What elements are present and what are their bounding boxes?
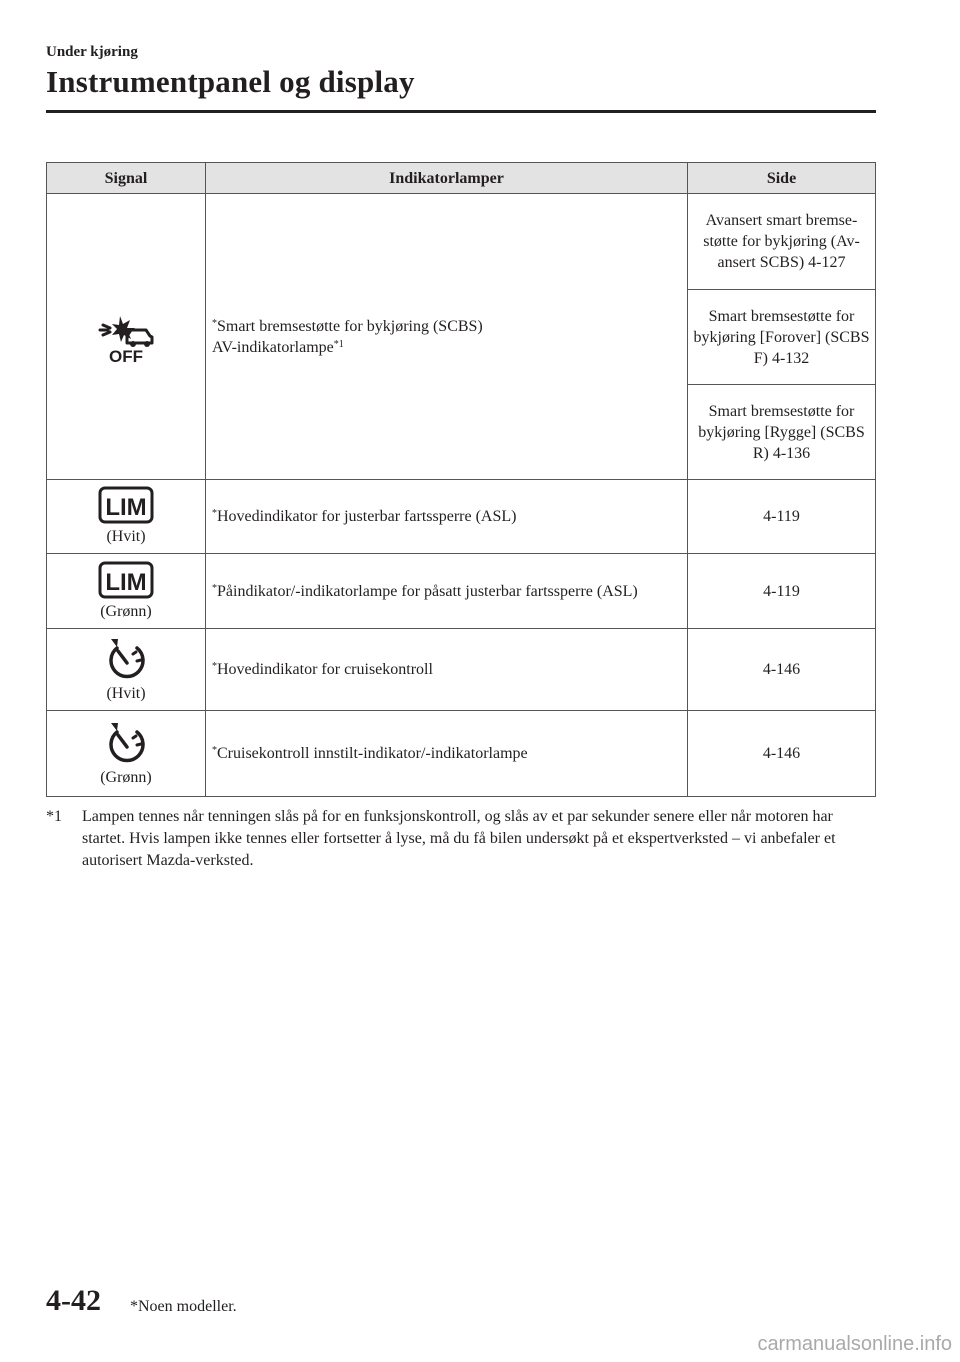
footnote-ref: *1: [333, 338, 344, 350]
column-header-signal: Signal: [47, 163, 206, 194]
models-note: *Noen modeller.: [130, 1298, 237, 1315]
color-note: (Hvit): [106, 685, 146, 702]
indicator-text: Hovedindikator for cruisekontroll: [217, 661, 433, 678]
color-note: (Grønn): [100, 602, 152, 620]
page-ref-cell: 4-119: [688, 554, 876, 629]
color-note: (Hvit): [106, 528, 146, 545]
svg-text:OFF: OFF: [109, 346, 143, 364]
asterisk-mark: *: [212, 317, 217, 329]
asterisk-mark: *: [212, 745, 217, 756]
svg-text:LIM: LIM: [105, 568, 147, 596]
svg-text:LIM: LIM: [105, 494, 147, 521]
title-rule: [46, 110, 876, 113]
scbs-off-icon: [94, 310, 158, 364]
page-ref-cell: 4-146: [688, 629, 876, 711]
table-header-row: [47, 163, 876, 194]
table-row: [47, 194, 876, 290]
asterisk-mark: *: [212, 661, 217, 672]
indicator-cell: [206, 629, 688, 711]
page-ref-cell: 4-146: [688, 711, 876, 797]
page-title: Instrumentpanel og display: [46, 64, 415, 99]
watermark: carmanualsonline.info: [757, 1333, 952, 1355]
asterisk-mark: *: [212, 582, 217, 594]
footnote-mark: *1: [46, 808, 62, 825]
indicator-cell: [206, 194, 688, 480]
indicator-text: Smart bremsestøtte for bykjøring (SCBS): [217, 317, 483, 335]
signal-cell: [47, 194, 206, 480]
footnote-text: Lampen tennes når tenningen slås på for en funksjonskontroll, og slås av et par sekunder senere eller når motoren har startet. Hvis lampen ikke tennes eller fortsetter å lyse, må du få bilen undersøkt på et ekspertverksted – vi anbefaler et autorisert Mazda-verksted.: [82, 808, 836, 869]
table-row: [47, 629, 876, 711]
table-row: [47, 554, 876, 629]
indicator-cell: [206, 554, 688, 629]
signal-cell: [47, 480, 206, 554]
lim-icon: [98, 561, 154, 599]
color-note: (Grønn): [100, 769, 152, 786]
lim-icon: [98, 486, 154, 524]
indicator-cell: [206, 711, 688, 797]
signal-cell: [47, 554, 206, 629]
cruise-control-icon: [103, 719, 149, 765]
table-row: [47, 480, 876, 554]
column-header-indicator: Indikatorlamper: [206, 163, 688, 194]
page-number: 4-42: [46, 1284, 101, 1317]
page-ref-cell: Smart bremsestøtte for bykjøring [Forover] (SCBS F) 4-132: [688, 290, 876, 385]
signal-cell: [47, 711, 206, 797]
table-row: [47, 711, 876, 797]
section-label: Under kjøring: [46, 44, 138, 60]
footnote: [46, 806, 846, 872]
indicator-table: [46, 162, 876, 797]
indicator-text: Cruisekontroll innstilt-indikator/-indikatorlampe: [217, 745, 528, 762]
signal-cell: [47, 629, 206, 711]
column-header-page: Side: [688, 163, 876, 194]
indicator-text: Påindikator/-indikatorlampe for påsatt justerbar fartssperre (ASL): [217, 582, 638, 600]
page-ref-cell: Avansert smart bremse-støtte for bykjøring (Av-ansert SCBS) 4-127: [688, 194, 876, 290]
indicator-text: AV-indikatorlampe: [212, 338, 334, 356]
page-ref-cell: Smart bremsestøtte for bykjøring [Rygge] (SCBS R) 4-136: [688, 385, 876, 480]
page-ref-cell: 4-119: [688, 480, 876, 554]
indicator-cell: [206, 480, 688, 554]
indicator-text: Hovedindikator for justerbar fartssperre (ASL): [217, 508, 517, 525]
asterisk-mark: *: [212, 508, 217, 519]
cruise-control-icon: [103, 635, 149, 681]
